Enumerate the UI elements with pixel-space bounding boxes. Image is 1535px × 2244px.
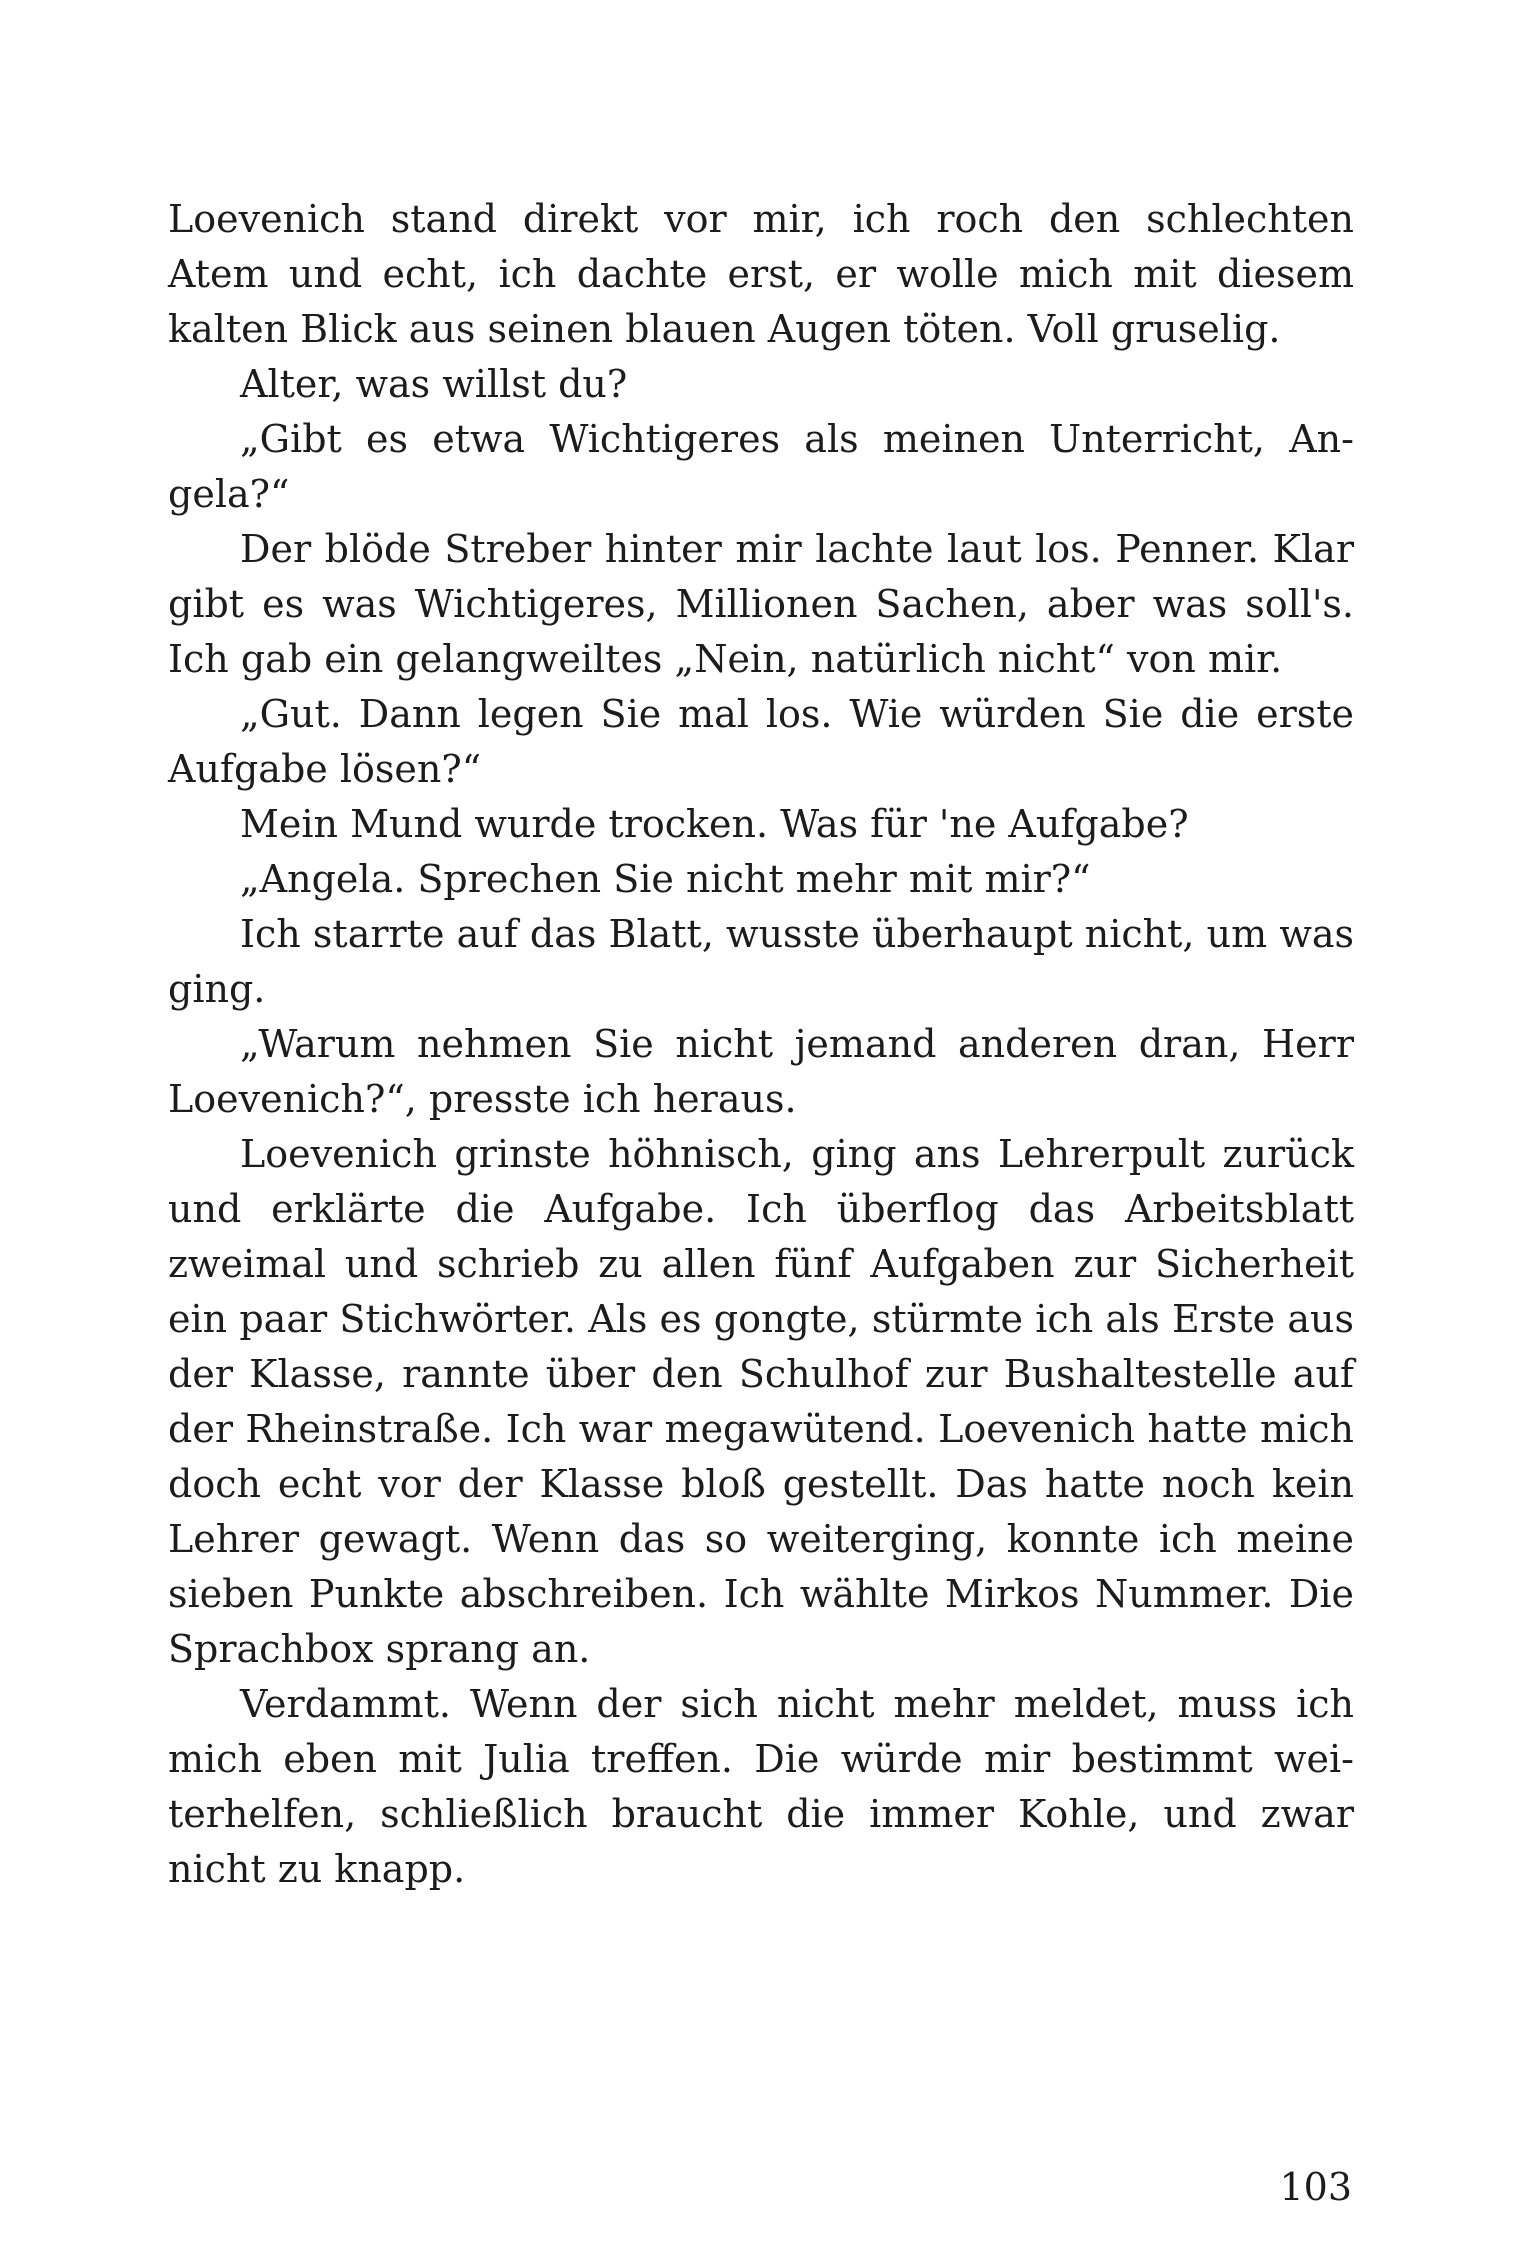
paragraph: Loevenich stand direkt vor mir, ich roch den schlechten Atem und echt, ich dachte erst, er wolle mich mit diesem kalten Blick aus seinen blauen Augen töten. Voll gruselig.	[168, 197, 1354, 351]
page-number: 103	[1279, 2165, 1352, 2209]
paragraph: Loevenich grinste höhnisch, ging ans Lehrerpult zurück und erklärte die Aufgabe. Ich überflog das Arbeitsblatt zweimal und schrieb zu allen fünf Aufgaben zur Sicherheit ein paar Stichwörter. Als es gongte, stürmte ich als Erste aus der Klasse, rannte über den Schulhof zur Bushaltestelle auf der Rheinstraße. Ich war megawütend. Loevenich hatte mich doch echt vor der Klasse bloß gestellt. Das hatte noch kein Lehrer gewagt. Wenn das so weiterging, konnte ich meine sieben Punkte abschreiben. Ich wählte Mirkos Nummer. Die Sprachbox sprang an.	[168, 1132, 1354, 1671]
paragraph: Mein Mund wurde trocken. Was für 'ne Aufgabe?	[240, 802, 1189, 846]
paragraph: Alter, was willst du?	[240, 362, 628, 406]
paragraph: Der blöde Streber hinter mir lachte laut los. Penner. Klar gibt es was Wichtigeres, Millionen Sachen, aber was soll's. Ich gab ein gelangweiltes „Nein, natürlich nicht“ von mir.	[168, 527, 1354, 681]
page-text	[168, 192, 1354, 1897]
paragraph: „Angela. Sprechen Sie nicht mehr mit mir?“	[240, 857, 1091, 901]
paragraph: „Gibt es etwa Wichtigeres als meinen Unterricht, Angela?“	[168, 417, 1354, 516]
paragraph: Ich starrte auf das Blatt, wusste überhaupt nicht, um was ging.	[168, 912, 1354, 1011]
paragraph: Verdammt. Wenn der sich nicht mehr meldet, muss ich mich eben mit Julia treffen. Die würde mir bestimmt weiterhelfen, schließlich braucht die immer Kohle, und zwar nicht zu knapp.	[168, 1682, 1354, 1891]
paragraph: „Warum nehmen Sie nicht jemand anderen dran, Herr Loevenich?“, presste ich heraus.	[168, 1022, 1354, 1121]
paragraph: „Gut. Dann legen Sie mal los. Wie würden Sie die erste Aufgabe lösen?“	[168, 692, 1354, 791]
